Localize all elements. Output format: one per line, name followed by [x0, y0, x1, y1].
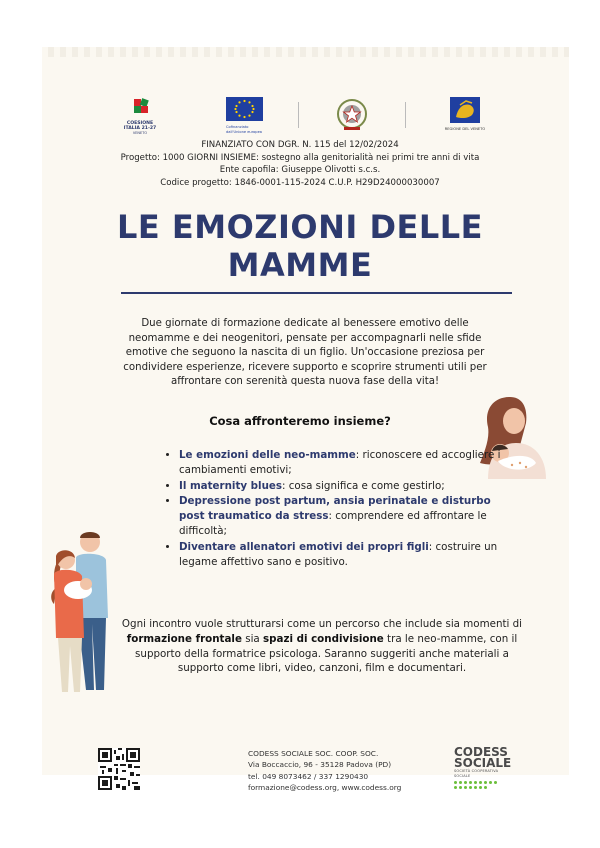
- torn-edge: [42, 47, 569, 57]
- intro-paragraph: Due giornate di formazione dedicate al benessere emotivo delle neomamme e dei neogenitori, pensate per accompagnarli nelle sfide emotive che seguono la nascita di un figlio. Un'occasione preziosa per condividere esperienze, ricevere supporto e scoprire strumenti utili per affrontare con serenità questa nuova fase della vita!: [123, 318, 487, 388]
- coesione-mark-icon: [120, 97, 160, 117]
- topic-bold: Depressione post partum, ansia perinatale e disturbo post traumatico da stress: [179, 495, 491, 523]
- topics-list: [165, 448, 519, 570]
- topic-text: : riconoscere ed accogliere i cambiamenti emotivi;: [179, 449, 501, 476]
- outro-text: Ogni incontro vuole strutturarsi come un percorso che include sia momenti di: [121, 618, 523, 630]
- list-item: [179, 448, 519, 478]
- topic-bold: Le emozioni delle neo-mamme: [179, 449, 356, 461]
- contact-info: [248, 748, 418, 793]
- topic-text: : costruire un legame affettivo sano e positivo.: [179, 540, 498, 568]
- topic-text: : cosa significa e come gestirlo;: [282, 479, 445, 492]
- qr-code-icon: [98, 748, 140, 790]
- lion-of-st-mark-icon: [450, 97, 480, 123]
- brand-subtitle: SOCIETÀ COOPERATIVA SOCIALE: [454, 769, 499, 778]
- coesione-text: COESIONE ITALIA 21-27: [123, 121, 157, 131]
- org-name: CODESS SOCIALE SOC. COOP. SOC.: [248, 749, 379, 758]
- funding-line: Ente capofila: Giuseppe Olivotti s.c.s.: [219, 165, 381, 175]
- parents-with-baby-icon: [42, 528, 124, 698]
- funding-line: Progetto: 1000 GIORNI INSIEME: sostegno alla genitorialità nei primi tre anni di vita: [120, 152, 480, 163]
- section-title: Cosa affronteremo insieme?: [209, 414, 391, 428]
- brand-line: CODESS: [454, 745, 508, 759]
- qr-code[interactable]: [98, 748, 140, 790]
- org-phone[interactable]: tel. 049 8073462 / 337 1290430: [248, 771, 369, 781]
- funding-info: [0, 139, 600, 189]
- eu-logo: [226, 97, 266, 137]
- eu-flag-icon: [226, 97, 263, 121]
- coesione-sub: VENETO: [132, 131, 148, 135]
- logo-divider: [405, 102, 406, 128]
- coesione-italia-logo: [120, 97, 160, 137]
- italian-republic-emblem: [335, 97, 369, 133]
- org-address: Via Boccaccio, 96 - 35128 Padova (PD): [248, 760, 392, 770]
- page-title: [0, 208, 600, 284]
- funding-line: FINANZIATO CON DGR. N. 115 del 12/02/2024: [201, 140, 399, 150]
- list-item: [179, 479, 519, 494]
- regione-caption: REGIONE DEL VENETO: [444, 127, 486, 131]
- parents-illustration: [42, 528, 124, 698]
- eu-caption: Cofinanziato dall'Unione europea: [226, 125, 262, 134]
- topic-bold: Il maternity blues: [179, 479, 283, 492]
- outro-text: tra le neo-mamme, con il supporto della formatrice psicologa. Saranno suggeriti anche materiali a supporto come libri, video, canzoni, film e documentari.: [135, 632, 518, 675]
- list-item: [179, 540, 519, 570]
- codess-sociale-logo: [454, 747, 514, 789]
- list-item: [179, 494, 519, 538]
- funding-line: Codice progetto: 1846-0001-115-2024 C.U.P. H29D24000030007: [160, 177, 440, 188]
- brand-line: SOCIALE: [454, 756, 512, 770]
- title-line: MAMME: [227, 246, 373, 284]
- title-line: LE EMOZIONI DELLE: [117, 208, 483, 246]
- outro-bold: spazi di condivisione: [263, 632, 384, 645]
- outro-bold: formazione frontale: [126, 632, 242, 645]
- brand-dots-icon: [454, 781, 498, 789]
- outro-text: sia: [241, 632, 264, 645]
- org-web[interactable]: formazione@codess.org, www.codess.org: [248, 782, 402, 792]
- topic-text: : comprendere ed affrontare le difficoltà;: [179, 510, 487, 537]
- outro-paragraph: [118, 617, 526, 676]
- logo-divider: [298, 102, 299, 128]
- republic-star-icon: [335, 97, 369, 133]
- regione-veneto-logo: [440, 97, 490, 137]
- topic-bold: Diventare allenatori emotivi dei propri figli: [179, 540, 429, 553]
- logo-bar: [0, 97, 600, 137]
- title-divider: [121, 292, 512, 294]
